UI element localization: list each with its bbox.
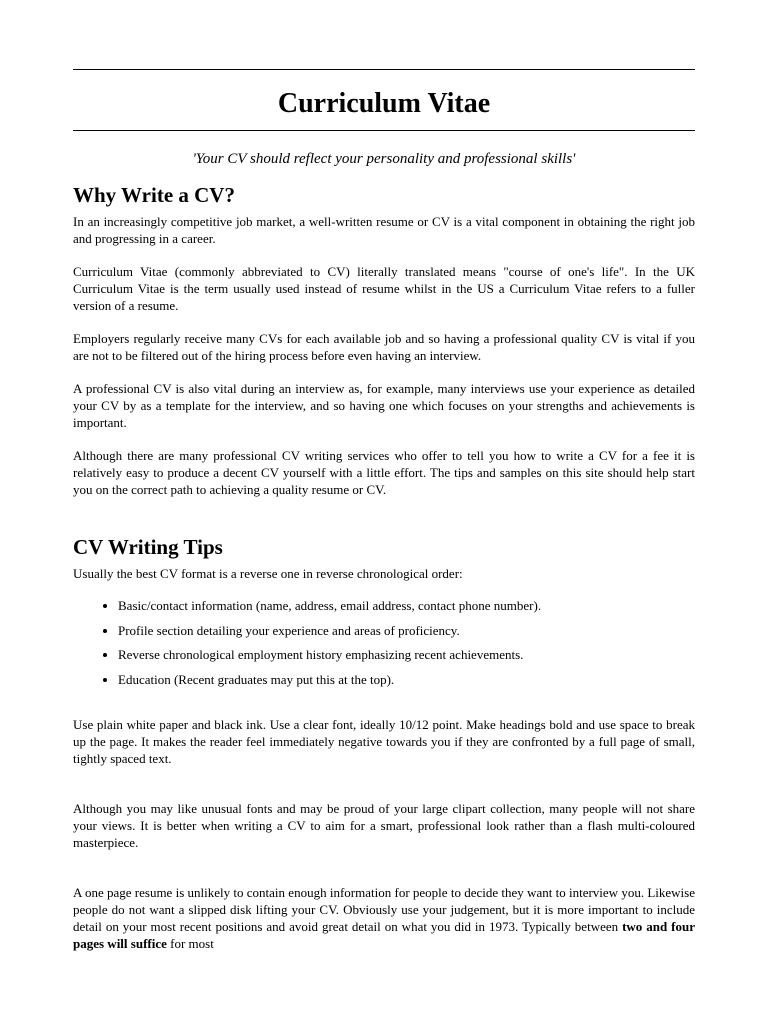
text-run: for most: [166, 935, 214, 951]
section-heading-why: Why Write a CV?: [73, 183, 235, 207]
paragraph: Although you may like unusual fonts and may be proud of your large clipart collection, many people will not share your views. It is better when writing a CV to aim for a smart, professional look rather than a flash multi-coloured masterpiece.: [73, 800, 695, 850]
list-item: • Reverse chronological employment history emphasizing recent achievements.: [118, 646, 695, 663]
document-title: Curriculum Vitae: [277, 88, 491, 119]
paragraph: Use plain white paper and black ink. Use a clear font, ideally 10/12 point. Make headings bold and use space to break up the page. It makes the reader feel immediately negative towards you if they are confronted by a full page of small, tightly spaced text.: [73, 716, 695, 766]
list-item: • Education (Recent graduates may put this at the top).: [118, 671, 695, 688]
paragraph: A professional CV is also vital during an interview as, for example, many interviews use your experience as detailed your CV by as a template for the interview, and so having one which focuses on your strengths and achievements is important.: [73, 381, 695, 430]
paragraph: Employers regularly receive many CVs for each available job and so having a professional quality CV is vital if you are not to be filtered out of the hiring process before even having an interview.: [73, 331, 695, 363]
paragraph: In an increasingly competitive job market, a well-written resume or CV is a vital component in obtaining the right job and progressing in a career.: [73, 214, 695, 246]
why-write-section: [73, 182, 695, 514]
text-run: A one page resume is unlikely to contain enough information for people to decide they want to interview you. Likewise people do not want a slipped disk lifting your CV. Obviously use your judgement, but it is more important to include detail on your most recent positions and avoid great detail on what you did in 1973. Typically between: [73, 884, 695, 934]
tips-intro: Usually the best CV format is a reverse one in reverse chronological order:: [73, 566, 463, 581]
bold-text: two and four pages will suffice: [73, 918, 695, 951]
paragraph-page-length: [73, 884, 695, 952]
tips-list: [73, 597, 695, 688]
list-item: • Basic/contact information (name, address, email address, contact phone number).: [118, 597, 695, 614]
list-item: • Profile section detailing your experience and areas of proficiency.: [118, 622, 695, 639]
top-rule: [73, 69, 695, 70]
paragraph: Curriculum Vitae (commonly abbreviated to CV) literally translated means "course of one's life". In the UK Curriculum Vitae is the term usually used instead of resume whilst in the US a Curriculum Vitae refers to a fuller version of a resume.: [73, 264, 695, 313]
writing-tips-section: [73, 534, 695, 952]
tagline: 'Your CV should reflect your personality and professional skills': [192, 151, 576, 167]
paragraph: Although there are many professional CV writing services who offer to tell you how to write a CV for a fee it is relatively easy to produce a decent CV yourself with a little effort. The tips and samples on this site should help start you on the correct path to achieving a quality resume or CV.: [73, 448, 695, 497]
title-underline: [73, 130, 695, 131]
section-heading-tips: CV Writing Tips: [73, 535, 223, 559]
